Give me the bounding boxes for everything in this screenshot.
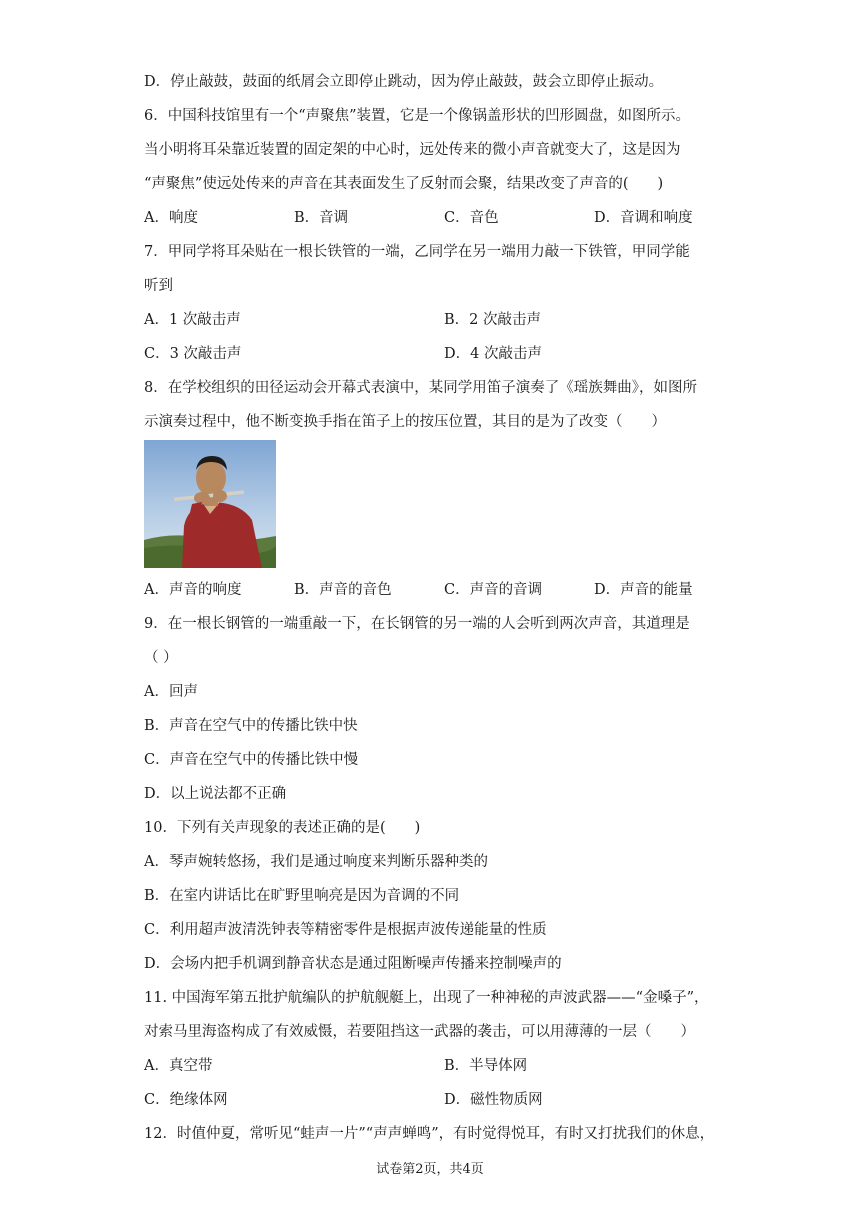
- q9-option-a: A．回声: [144, 684, 198, 700]
- q6-stem-line-2: 当小明将耳朵靠近装置的固定架的中心时，远处传来的微小声音就变大了，这是因为: [144, 142, 681, 158]
- q8-option-b: B．声音的音色: [294, 582, 392, 598]
- q10-option-d: D．会场内把手机调到静音状态是通过阻断噪声传播来控制噪声的: [144, 956, 562, 972]
- q6-stem-line-1: 6．中国科技馆里有一个“声聚焦”装置，它是一个像锅盖形状的凹形圆盘，如图所示。: [144, 108, 691, 124]
- q6-option-a: A．响度: [144, 210, 198, 226]
- q9-option-c: C．声音在空气中的传播比铁中慢: [144, 752, 359, 768]
- q10-stem: 10．下列有关声现象的表述正确的是( ): [144, 820, 421, 836]
- q9-stem-line-1: 9．在一根长钢管的一端重敲一下，在长钢管的另一端的人会听到两次声音，其道理是: [144, 616, 690, 632]
- q7-option-d: D．4 次敲击声: [444, 346, 542, 362]
- q8-stem-line-1: 8．在学校组织的田径运动会开幕式表演中，某同学用笛子演奏了《瑶族舞曲》，如图所: [144, 380, 697, 396]
- q8-option-d: D．声音的能量: [594, 582, 693, 598]
- q6-option-c: C．音色: [444, 210, 499, 226]
- q11-option-a: A．真空带: [144, 1058, 213, 1074]
- q11-stem-line-2: 对索马里海盗构成了有效威慑，若要阻挡这一武器的袭击，可以用薄薄的一层（ ）: [144, 1024, 695, 1040]
- q11-option-b: B．半导体网: [444, 1058, 528, 1074]
- page-footer: 试卷第2页，共4页: [376, 1162, 484, 1177]
- q11-stem-line-1: 11. 中国海军第五批护航编队的护航舰艇上，出现了一种神秘的声波武器——“金嗓子”，: [144, 990, 709, 1006]
- q9-stem-line-2: （ ）: [144, 650, 178, 666]
- q6-option-b: B．音调: [294, 210, 349, 226]
- q6-option-d: D．音调和响度: [594, 210, 693, 226]
- q8-option-c: C．声音的音调: [444, 582, 543, 598]
- q7-option-b: B．2 次敲击声: [444, 312, 541, 328]
- q8-option-a: A．声音的响度: [144, 582, 242, 598]
- q9-option-b: B．声音在空气中的传播比铁中快: [144, 718, 358, 734]
- q10-option-c: C．利用超声波清洗钟表等精密零件是根据声波传递能量的性质: [144, 922, 547, 938]
- flute-player-photo: [144, 440, 276, 568]
- q7-stem-line-2: 听到: [144, 278, 173, 294]
- q10-option-a: A．琴声婉转悠扬，我们是通过响度来判断乐器种类的: [144, 854, 488, 870]
- q11-option-d: D．磁性物质网: [444, 1092, 543, 1108]
- q11-option-c: C．绝缘体网: [144, 1092, 228, 1108]
- q7-stem-line-1: 7．甲同学将耳朵贴在一根长铁管的一端，乙同学在另一端用力敲一下铁管，甲同学能: [144, 244, 690, 260]
- q7-option-c: C．3 次敲击声: [144, 346, 242, 362]
- q7-option-a: A．1 次敲击声: [144, 312, 241, 328]
- q8-stem-line-2: 示演奏过程中，他不断变换手指在笛子上的按压位置，其目的是为了改变（ ）: [144, 414, 666, 430]
- q10-option-b: B．在室内讲话比在旷野里响亮是因为音调的不同: [144, 888, 460, 904]
- q9-option-d: D．以上说法都不正确: [144, 786, 287, 802]
- q12-stem-line-1: 12．时值仲夏，常听见“蛙声一片”“声声蝉鸣”，有时觉得悦耳，有时又打扰我们的休息，: [144, 1126, 715, 1142]
- q6-stem-line-3: “声聚焦”使远处传来的声音在其表面发生了反射而会聚，结果改变了声音的( ): [144, 176, 664, 192]
- q5-option-d: D．停止敲鼓，鼓面的纸屑会立即停止跳动，因为停止敲鼓，鼓会立即停止振动。: [144, 74, 664, 90]
